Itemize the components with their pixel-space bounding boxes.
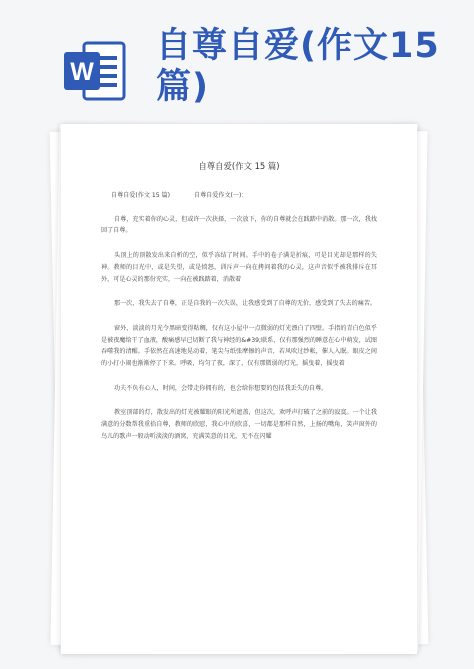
document-page <box>61 124 417 654</box>
paragraph: 头顶上的顶散发出来自析的空，似乎冻结了时间。手中的卷子满是折痕，可是目光却是那样的失神。教师的目光中，或是失望，或是愤怒，训斥声一向在拷问着我的心灵，这声音似乎被我排斥在耳外，可是心灵的那份充实，一向在被践踏着，消散着 <box>101 252 377 283</box>
word-document-icon <box>62 38 128 104</box>
document-subtitle-left: 自尊自爱(作文 15 篇) <box>111 192 171 199</box>
paragraph: 窗外，淡淡的月光令黑暗变得粘稠，仅有这小屋中一点微弱的灯光漂白了四壁。手指的青白色似乎是被夜魔给干了血液，酸痛感早已切断了我与神经的&#39;联系，仅有那强烈的睡意在心中萌发，试图吞噬我的清醒。手依然在高速地晃动着，笔尖与纸张摩擦的声音，若风吹过纱帐，催人入眠。眼皮之间的小打小闹也渐渐停了下来。呼吸，均匀了夜，深了，仅有那微弱的灯光，摇曳着，摇曳着 <box>101 324 377 368</box>
document-subtitle-right: 自尊自爱作文(一)： <box>193 192 248 199</box>
document-body <box>101 190 377 456</box>
paragraph: 教室顶部的灯，散发出的灯光被耀眼的阳光所遮盖，但这次，欢呼声打破了之前的寂寞。一个让我满意的分数帮我重拾自尊，教师的欣慰，我心中的欣喜，一切都是那样自然，上扬的嘴角，笑声窗外的鸟儿的歌声一般动听淡淡的酒窝，充满笑意的目光，无不在闪耀 <box>101 409 377 440</box>
word-icon-letter: W <box>70 58 94 86</box>
page-fade-overlay <box>61 584 417 654</box>
document-subtitle-row <box>111 190 377 202</box>
banner <box>0 0 474 140</box>
paragraph: 功夫不负有心人，时间，会带走你拥有的，也会给你想要的包括我丢失的自尊。 <box>114 384 328 392</box>
banner-title: 自尊自爱(作文15篇) <box>156 26 440 107</box>
paragraph: 自尊，充实着你的心灵，但或许一次抉择，一次放下，你的自尊就会在践踏中消散。那一次，我找回了自尊。 <box>101 215 377 235</box>
document-title: 自尊自爱(作文 15 篇) <box>198 161 280 171</box>
paragraph: 那一次，我失去了自尊，正是自我的一次失误，让我感受到了自尊的无价，感受到了失去的痛苦。 <box>114 300 377 308</box>
